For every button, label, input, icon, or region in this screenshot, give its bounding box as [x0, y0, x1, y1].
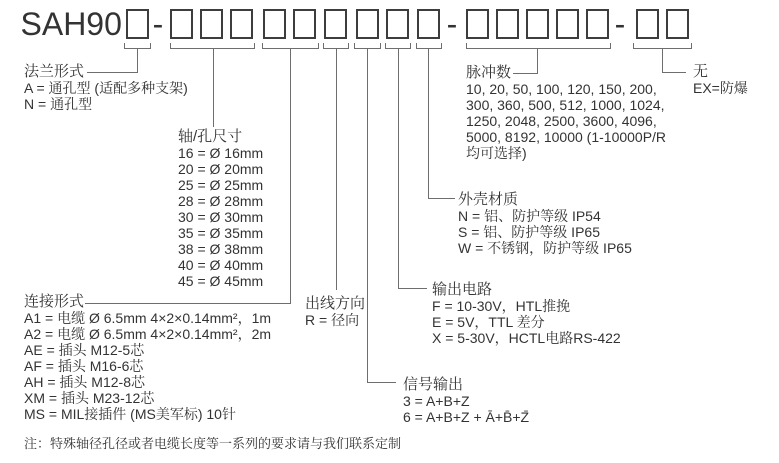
- connection-title: 连接形式: [24, 293, 85, 310]
- connection-section: [24, 293, 271, 422]
- shaft-title: 轴/孔尺寸: [178, 128, 243, 145]
- pulses-values: 1250, 2048, 2500, 3600, 4096,: [466, 113, 657, 129]
- pulses-values: 5000, 8192, 10000 (1-10000P/R: [466, 129, 667, 145]
- shaft-option: 20 = Ø 20mm: [178, 161, 264, 177]
- flange-section: [24, 63, 188, 112]
- output-circuit-title: 输出电路: [432, 281, 493, 298]
- connection-option: XM = 插头 M23-12芯: [24, 390, 155, 406]
- bracket-output-circuit: [386, 43, 428, 289]
- shaft-option: 30 = Ø 30mm: [178, 209, 264, 225]
- model-prefix: SAH90: [20, 6, 122, 42]
- housing-option: W = 不锈钢，防护等级 IP65: [458, 240, 632, 256]
- signal-output-option: 6 = A+B+Z + Ā+B̄+Z̄: [403, 409, 530, 425]
- pulses-values: 300, 360, 500, 512, 1000, 1024,: [466, 97, 665, 113]
- output-circuit-option: X = 5-30V，HCTL电路RS-422: [432, 330, 621, 346]
- output-circuit-option: E = 5V，TTL 差分: [432, 314, 545, 330]
- flange-title: 法兰形式: [24, 63, 85, 80]
- connection-option: AF = 插头 M16-6芯: [24, 358, 144, 374]
- flange-option: N = 通孔型: [24, 96, 93, 112]
- signal-output-section: [403, 376, 529, 425]
- pulses-section: [466, 64, 666, 161]
- output-circuit-section: [432, 281, 621, 346]
- signal-output-option: 3 = A+B+Z: [403, 393, 470, 409]
- explosion-section: [693, 63, 748, 96]
- connection-option: AH = 插头 M12-8芯: [24, 374, 145, 390]
- separator-dash: -: [614, 6, 626, 42]
- housing-section: [458, 191, 632, 256]
- shaft-option: 28 = Ø 28mm: [178, 193, 264, 209]
- shaft-option: 38 = Ø 38mm: [178, 241, 264, 257]
- connection-option: MS = MIL接插件 (MS美军标) 10针: [24, 406, 236, 422]
- outlet-direction-option: R = 径向: [305, 312, 360, 328]
- pulses-values: 10, 20, 50, 100, 120, 150, 200,: [466, 81, 657, 97]
- shaft-option: 25 = Ø 25mm: [178, 177, 264, 193]
- bracket-signal-output: [355, 43, 397, 383]
- pulses-title: 脉冲数: [466, 64, 512, 81]
- pulses-values: 均可选择): [466, 145, 527, 161]
- explosion-title: 无: [693, 63, 709, 80]
- shaft-section: [178, 128, 263, 289]
- connection-option: A1 = 电缆 Ø 6.5mm 4×2×0.14mm²，1m: [24, 310, 272, 326]
- shaft-option: 40 = Ø 40mm: [178, 257, 264, 273]
- connection-option: A2 = 电缆 Ø 6.5mm 4×2×0.14mm²，2m: [24, 326, 272, 342]
- housing-title: 外壳材质: [458, 191, 519, 208]
- connection-option: AE = 插头 M12-5芯: [24, 342, 145, 358]
- bracket-outlet-direction: [324, 43, 349, 290]
- shaft-option: 35 = Ø 35mm: [178, 225, 264, 241]
- footnote: 注：特殊轴径孔径或者电缆长度等一系列的要求请与我们联系定制: [24, 436, 402, 451]
- output-circuit-option: F = 10-30V，HTL推挽: [432, 298, 571, 314]
- bracket-housing: [417, 43, 456, 199]
- separator-dash: -: [152, 6, 164, 42]
- explosion-option: EX=防爆: [693, 80, 748, 96]
- separator-dash: -: [446, 6, 458, 42]
- flange-option: A = 通孔型 (适配多种支架): [24, 80, 188, 96]
- shaft-option: 16 = Ø 16mm: [178, 145, 264, 161]
- shaft-option: 45 = Ø 45mm: [178, 273, 264, 289]
- signal-output-title: 信号输出: [403, 376, 464, 393]
- outlet-direction-section: [305, 295, 365, 328]
- housing-option: N = 铝、防护等级 IP54: [458, 208, 601, 224]
- outlet-direction-title: 出线方向: [305, 295, 366, 312]
- housing-option: S = 铝、防护等级 IP65: [458, 224, 600, 240]
